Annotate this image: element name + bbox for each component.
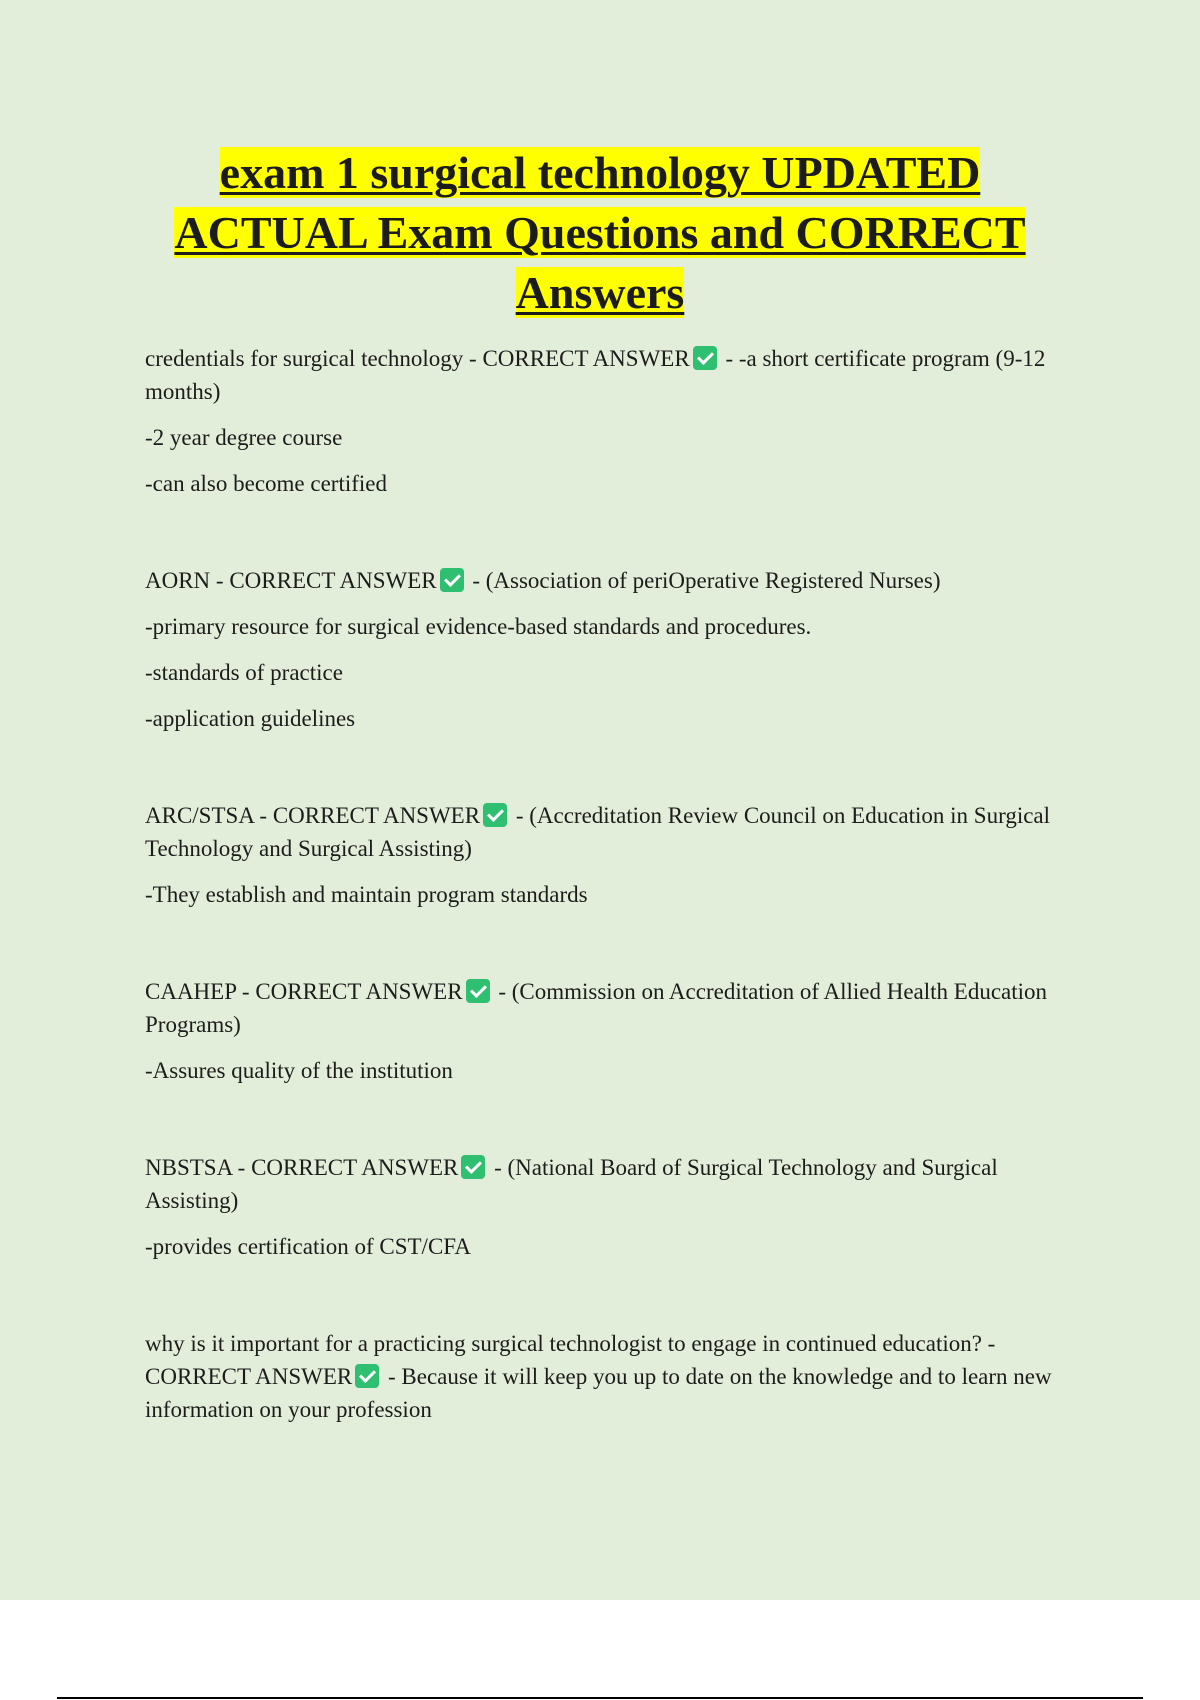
answer-text: - (National Board of Surgical Technology and Surgical Assisting)	[145, 1155, 998, 1213]
correct-answer-label: CORRECT ANSWER	[482, 346, 690, 371]
answer-detail: -2 year degree course	[145, 425, 343, 450]
answer-detail: -standards of practice	[145, 660, 343, 685]
title-line: ACTUAL Exam Questions and CORRECT	[174, 207, 1026, 258]
question-text: why is it important for a practicing surgical technologist to engage in continued education? -	[145, 1331, 996, 1356]
question-text: CAAHEP -	[145, 979, 256, 1004]
qa-entry	[145, 1327, 1095, 1426]
answer-text: - (Accreditation Review Council on Education in Surgical Technology and Surgical Assisting)	[145, 803, 1051, 861]
qa-question-line	[145, 1327, 1095, 1426]
footer-divider	[57, 1697, 1143, 1699]
question-text: ARC/STSA -	[145, 803, 273, 828]
qa-list	[145, 342, 1095, 1490]
qa-entry	[145, 799, 1095, 911]
qa-question-line	[145, 799, 1095, 865]
answer-detail: -can also become certified	[145, 471, 388, 496]
qa-question-line	[145, 342, 1095, 408]
check-mark-icon	[693, 346, 717, 370]
qa-entry	[145, 975, 1095, 1087]
correct-answer-label: CORRECT ANSWER	[251, 1155, 459, 1180]
answer-text: - (Association of periOperative Registered Nurses)	[466, 568, 941, 593]
title-line: Answers	[515, 267, 685, 318]
answer-text: - -a short certificate program (9-12 months)	[145, 346, 1046, 404]
answer-detail: -primary resource for surgical evidence-based standards and procedures.	[145, 614, 812, 639]
document-title	[100, 143, 1100, 323]
answer-text: - Because it will keep you up to date on the knowledge and to learn new information on your profession	[145, 1364, 1052, 1422]
answer-detail: -Assures quality of the institution	[145, 1058, 453, 1083]
correct-answer-label: CORRECT ANSWER	[255, 979, 463, 1004]
qa-entry	[145, 1151, 1095, 1263]
qa-question-line	[145, 564, 1095, 597]
qa-entry	[145, 564, 1095, 735]
question-text: AORN -	[145, 568, 230, 593]
correct-answer-label: CORRECT ANSWER	[229, 568, 437, 593]
qa-question-line	[145, 1151, 1095, 1217]
question-text: NBSTSA -	[145, 1155, 252, 1180]
answer-detail: -They establish and maintain program standards	[145, 882, 588, 907]
check-mark-icon	[355, 1364, 379, 1388]
check-mark-icon	[483, 803, 507, 827]
answer-detail: -application guidelines	[145, 706, 356, 731]
correct-answer-label: CORRECT ANSWER	[145, 1364, 353, 1389]
answer-detail: -provides certification of CST/CFA	[145, 1234, 471, 1259]
answer-text: - (Commission on Accreditation of Allied Health Education Programs)	[145, 979, 1048, 1037]
qa-question-line	[145, 975, 1095, 1041]
question-text: credentials for surgical technology -	[145, 346, 483, 371]
title-line: exam 1 surgical technology UPDATED	[219, 147, 981, 198]
correct-answer-label: CORRECT ANSWER	[272, 803, 481, 828]
check-mark-icon	[440, 568, 464, 592]
qa-entry	[145, 342, 1095, 500]
check-mark-icon	[466, 979, 490, 1003]
check-mark-icon	[461, 1155, 485, 1179]
